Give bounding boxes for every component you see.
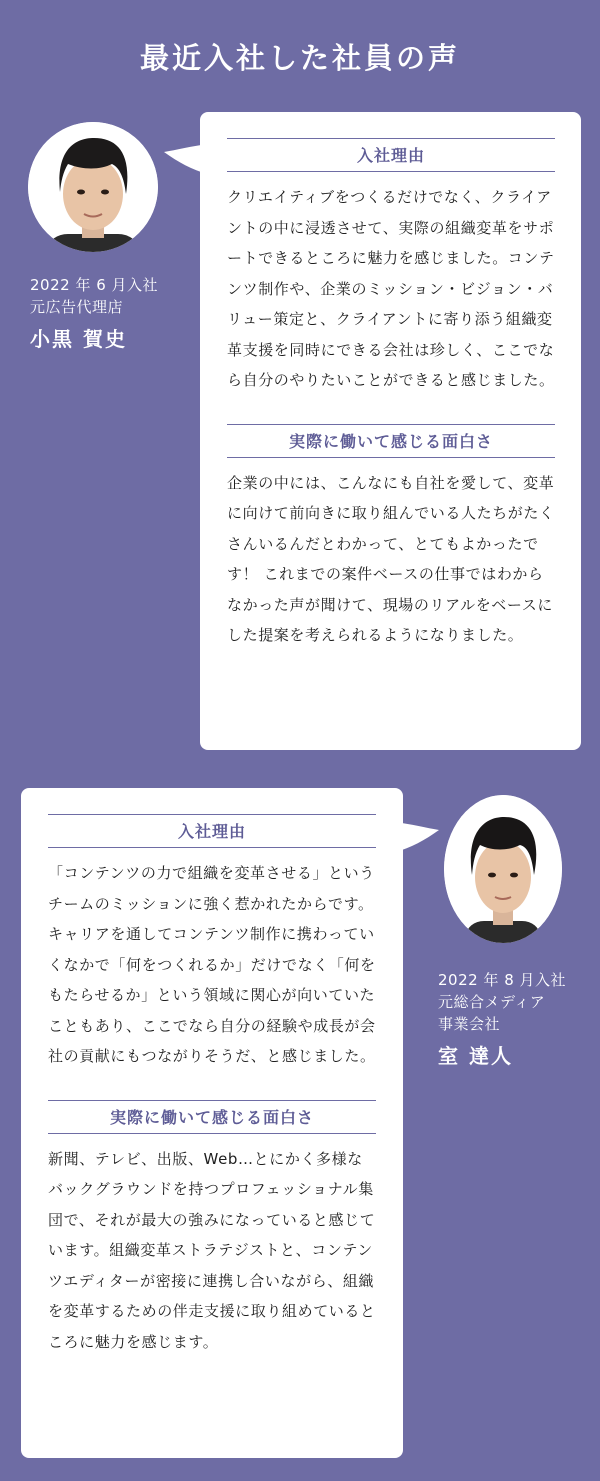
avatar-employee-2 — [444, 795, 562, 943]
testimonial-card-1 — [200, 112, 581, 750]
previous-company-line2: 事業会社 — [438, 1015, 501, 1033]
testimonial-card-2 — [21, 788, 403, 1458]
portrait-photo-2 — [444, 795, 562, 943]
employee-2-info — [438, 969, 566, 1071]
section-body: 「コンテンツの力で組織を変革させる」というチームのミッションに強く惹かれたからです。キャリアを通してコンテンツ制作に携わっていくなかで「何をつくれるか」だけでなく「何をもたらせるか」という領域に関心が向いていたこともあり、ここでなら自分の経験や成長が会社の貢献にもつながりそうだ、と感じました。 — [48, 864, 376, 1065]
speech-bubble-tail — [162, 140, 210, 180]
page-title: 最近入社した社員の声 — [139, 41, 460, 75]
section-body: クリエイティブをつくるだけでなく、クライアントの中に浸透させて、実際の組織変革をサポートできるところに魅力を感じました。コンテンツ制作や、企業のミッション・ビジョン・バリュー策定と、クライアントに寄り添う組織変革支援を同時にできる会社は珍しく、ここでなら自分のやりたいことができると感じました。 — [227, 188, 555, 389]
employee-name: 小黒 賀史 — [30, 327, 127, 351]
section-body: 企業の中には、こんなにも自社を愛して、変革に向けて前向きに取り組んでいる人たちがたくさんいるんだとわかって、とてもよかったです！ これまでの案件ベースの仕事ではわからなかった声が聞けて、現場のリアルをベースにした提案を考えられるようになりました。 — [227, 473, 555, 644]
section-enjoyment — [227, 424, 555, 651]
join-date: 2022 年 6 月入社 — [30, 276, 159, 294]
section-body: 新聞、テレビ、出版、Web…とにかく多様なバックグラウンドを持つプロフェッショナル集団で、それが最大の強みになっていると感じています。組織変革ストラテジストと、コンテンツエディターが密接に連携し合いながら、組織を変革するための伴走支援に取り組めているところに魅力を感じます。 — [48, 1149, 376, 1351]
section-reason — [227, 138, 555, 396]
section-heading: 入社理由 — [48, 814, 376, 848]
portrait-photo-1 — [28, 122, 158, 252]
avatar-employee-1 — [28, 122, 158, 252]
join-date: 2022 年 8 月入社 — [438, 971, 567, 989]
employee-name: 室 達人 — [438, 1044, 513, 1068]
section-heading: 実際に働いて感じる面白さ — [48, 1100, 376, 1134]
speech-bubble-tail — [393, 818, 441, 858]
section-heading: 実際に働いて感じる面白さ — [227, 424, 555, 458]
previous-company: 元広告代理店 — [30, 298, 124, 316]
section-enjoyment — [48, 1100, 376, 1358]
previous-company: 元総合メディア — [438, 993, 546, 1011]
section-heading: 入社理由 — [227, 138, 555, 172]
section-reason — [48, 814, 376, 1072]
employee-1-info — [30, 274, 158, 354]
